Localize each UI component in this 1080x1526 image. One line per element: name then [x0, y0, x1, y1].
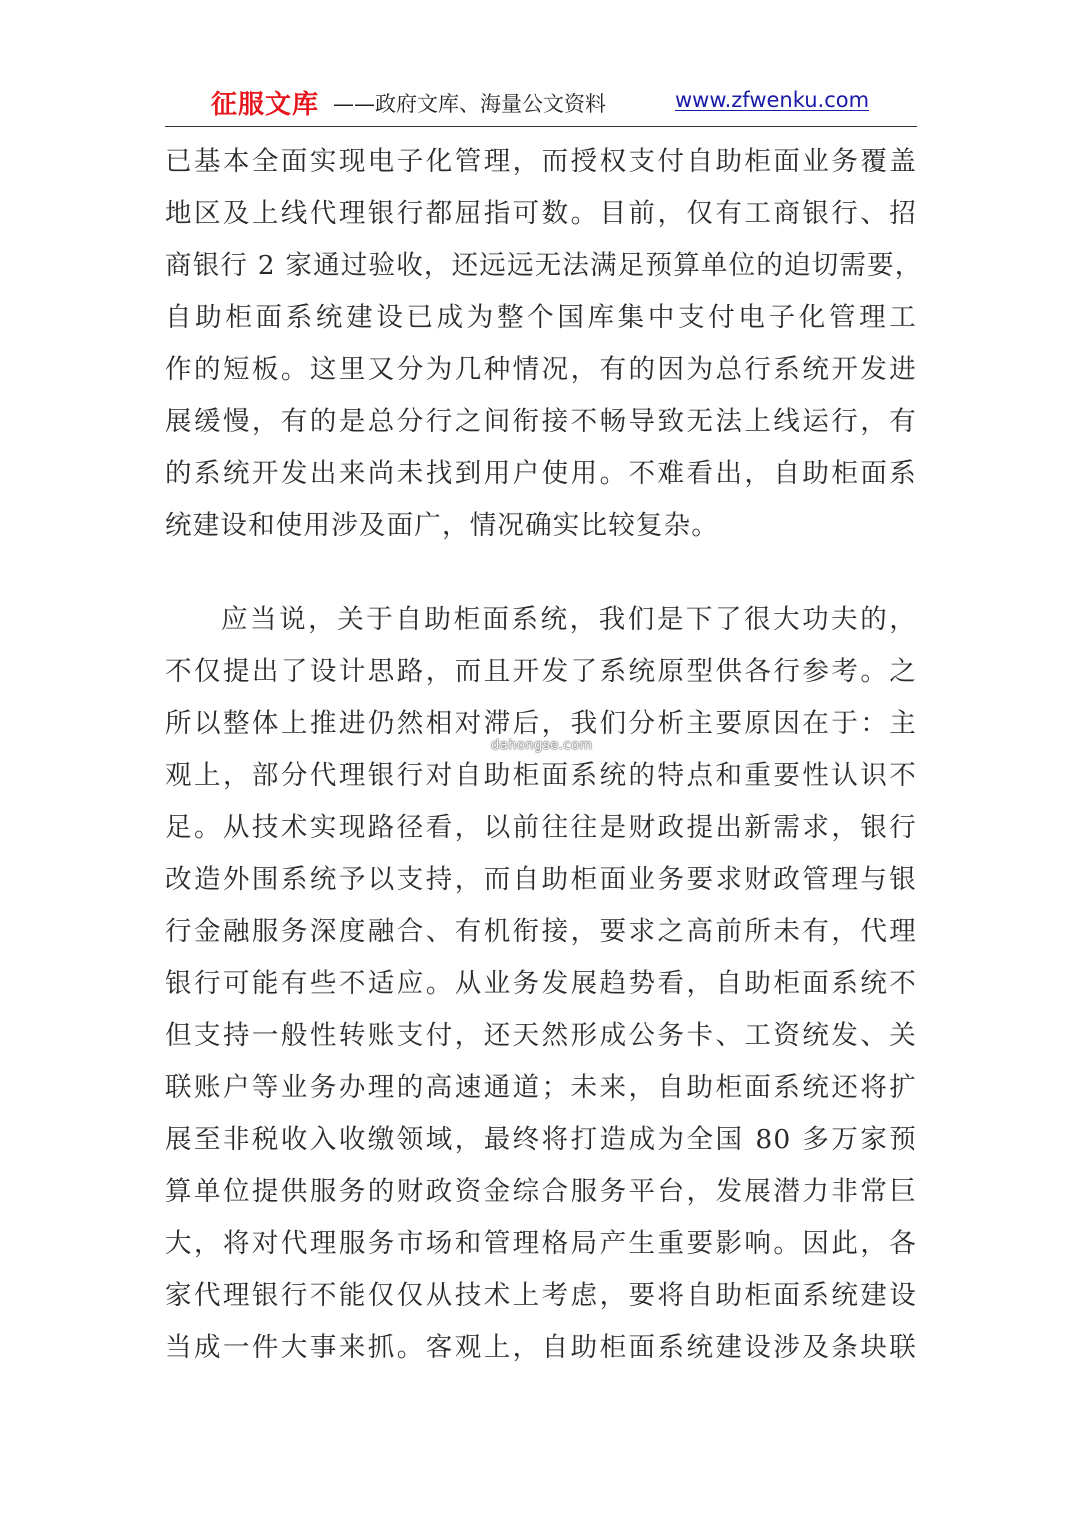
- brand-logo-text: 征服文库: [211, 90, 320, 120]
- text-line: 地区及上线代理银行都屈指可数。目前，仅有工商银行、招: [165, 198, 917, 229]
- text-line: 已基本全面实现电子化管理，而授权支付自助柜面业务覆盖: [165, 146, 917, 177]
- text-line: 联账户等业务办理的高速通道；未来，自助柜面系统还将扩: [165, 1072, 917, 1103]
- text-line: 应当说，关于自助柜面系统，我们是下了很大功夫的，: [221, 604, 917, 635]
- text-line: 但支持一般性转账支付，还天然形成公务卡、工资统发、关: [165, 1020, 917, 1051]
- text-line: 所以整体上推进仍然相对滞后，我们分析主要原因在于：主: [165, 708, 917, 739]
- text-line: 家代理银行不能仅仅从技术上考虑，要将自助柜面系统建设: [165, 1280, 917, 1311]
- site-url-link[interactable]: www.zfwenku.com: [675, 88, 870, 112]
- text-line: 改造外围系统予以支持，而自助柜面业务要求财政管理与银: [165, 864, 917, 895]
- text-line: 算单位提供服务的财政资金综合服务平台，发展潜力非常巨: [165, 1176, 917, 1207]
- text-line: 大，将对代理服务市场和管理格局产生重要影响。因此，各: [165, 1228, 917, 1259]
- text-line: 不仅提出了设计思路，而且开发了系统原型供各行参考。之: [165, 656, 917, 687]
- text-line: 当成一件大事来抓。客观上，自助柜面系统建设涉及条块联: [165, 1332, 917, 1363]
- text-line: 统建设和使用涉及面广，情况确实比较复杂。: [165, 510, 719, 541]
- text-line: 的系统开发出来尚未找到用户使用。不难看出，自助柜面系: [165, 458, 917, 489]
- header-tagline: ——政府文库、海量公文资料: [333, 92, 606, 116]
- text-line: 自助柜面系统建设已成为整个国库集中支付电子化管理工: [165, 302, 917, 333]
- text-line: 商银行 2 家通过验收，还远远无法满足预算单位的迫切需要，: [165, 250, 923, 281]
- text-line: 行金融服务深度融合、有机衔接，要求之高前所未有，代理: [165, 916, 917, 947]
- text-line: 观上，部分代理银行对自助柜面系统的特点和重要性认识不: [165, 760, 917, 791]
- text-line: 展至非税收入收缴领域，最终将打造成为全国 80 多万家预: [165, 1124, 917, 1155]
- text-line: 银行可能有些不适应。从业务发展趋势看，自助柜面系统不: [165, 968, 917, 999]
- watermark-text: dahongse.com: [491, 738, 593, 753]
- text-line: 足。从技术实现路径看，以前往往是财政提出新需求，银行: [165, 812, 917, 843]
- page-header: [165, 82, 917, 127]
- text-line: 展缓慢，有的是总分行之间衔接不畅导致无法上线运行，有: [165, 406, 917, 437]
- paragraph-1: [165, 136, 923, 552]
- paragraph-2: [165, 594, 917, 1374]
- text-line: 作的短板。这里又分为几种情况，有的因为总行系统开发进: [165, 354, 917, 385]
